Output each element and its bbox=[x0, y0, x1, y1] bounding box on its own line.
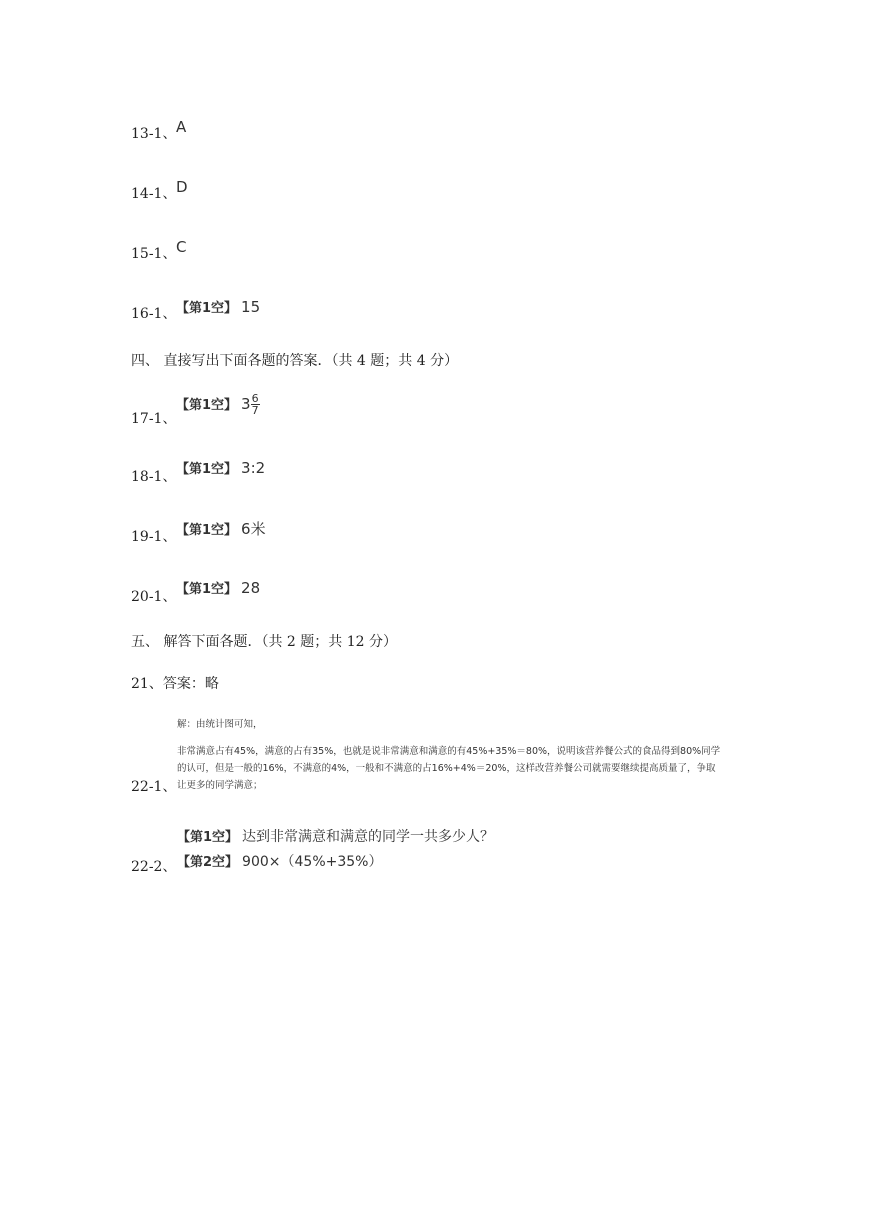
solution-line-3: 的认可，但是一般的16%，不满意的4%，一般和不满意的占16%+4%＝20%，这样改营养餐公司就需要继续提高质量了，争取 bbox=[177, 763, 716, 774]
answer-13-1-label: 13-1、 bbox=[131, 126, 177, 142]
answer-13-1-value: A bbox=[176, 118, 187, 136]
answer-22-2-blank-2 bbox=[177, 851, 382, 871]
answer-18-1-content bbox=[176, 458, 265, 477]
answer-value: 3:2 bbox=[241, 459, 266, 477]
answer-22-2-blank-1 bbox=[177, 826, 494, 846]
solution-line-4: 让更多的同学满意； bbox=[177, 780, 263, 791]
answer-19-1-content bbox=[176, 518, 266, 539]
answer-value: 6米 bbox=[241, 520, 266, 538]
answer-22-2-label: 22-2、 bbox=[131, 859, 177, 875]
answer-17-1-label: 17-1、 bbox=[131, 411, 177, 427]
blank-tag: 【第1空】 bbox=[176, 582, 238, 597]
blank-tag: 【第1空】 bbox=[177, 830, 239, 845]
blank-tag: 【第1空】 bbox=[176, 398, 238, 413]
answer-21: 21、答案：略 bbox=[131, 676, 219, 692]
answer-20-1-content bbox=[176, 578, 260, 597]
answer-22-1-label: 22-1、 bbox=[131, 779, 177, 795]
answer-17-1-content bbox=[176, 393, 260, 416]
answer-15-1-value: C bbox=[176, 238, 187, 256]
fraction-numerator: 6 bbox=[251, 392, 259, 405]
answer-14-1-label: 14-1、 bbox=[131, 186, 177, 202]
blank-tag: 【第1空】 bbox=[176, 462, 238, 477]
solution-line-1: 解：由统计图可知， bbox=[177, 719, 263, 730]
mixed-number-whole: 3 bbox=[241, 395, 251, 413]
section-4-heading: 四、 直接写出下面各题的答案．（共 4 题；共 4 分） bbox=[131, 353, 459, 369]
section-5-heading: 五、 解答下面各题．（共 2 题；共 12 分） bbox=[131, 634, 397, 650]
fraction-denominator: 7 bbox=[251, 404, 259, 417]
fraction bbox=[251, 393, 260, 416]
blank-tag: 【第1空】 bbox=[176, 301, 238, 316]
solution-line-2: 非常满意占有45%，满意的占有35%，也就是说非常满意和满意的有45%+35%＝80%，说明该营养餐公式的食品得到80%同学 bbox=[177, 746, 721, 757]
answer-19-1-label: 19-1、 bbox=[131, 529, 177, 545]
answer-value: 28 bbox=[241, 579, 261, 597]
answer-15-1-label: 15-1、 bbox=[131, 246, 177, 262]
answer-value: 15 bbox=[241, 298, 261, 316]
answer-14-1-value: D bbox=[176, 178, 188, 196]
blank-tag: 【第2空】 bbox=[177, 855, 239, 870]
answer-value: 900×（45%+35%） bbox=[242, 854, 383, 870]
blank-tag: 【第1空】 bbox=[176, 523, 238, 538]
answer-16-1-content bbox=[176, 297, 260, 316]
answer-18-1-label: 18-1、 bbox=[131, 469, 177, 485]
answer-16-1-label: 16-1、 bbox=[131, 306, 177, 322]
answer-value: 达到非常满意和满意的同学一共多少人？ bbox=[242, 829, 495, 845]
answer-20-1-label: 20-1、 bbox=[131, 589, 177, 605]
